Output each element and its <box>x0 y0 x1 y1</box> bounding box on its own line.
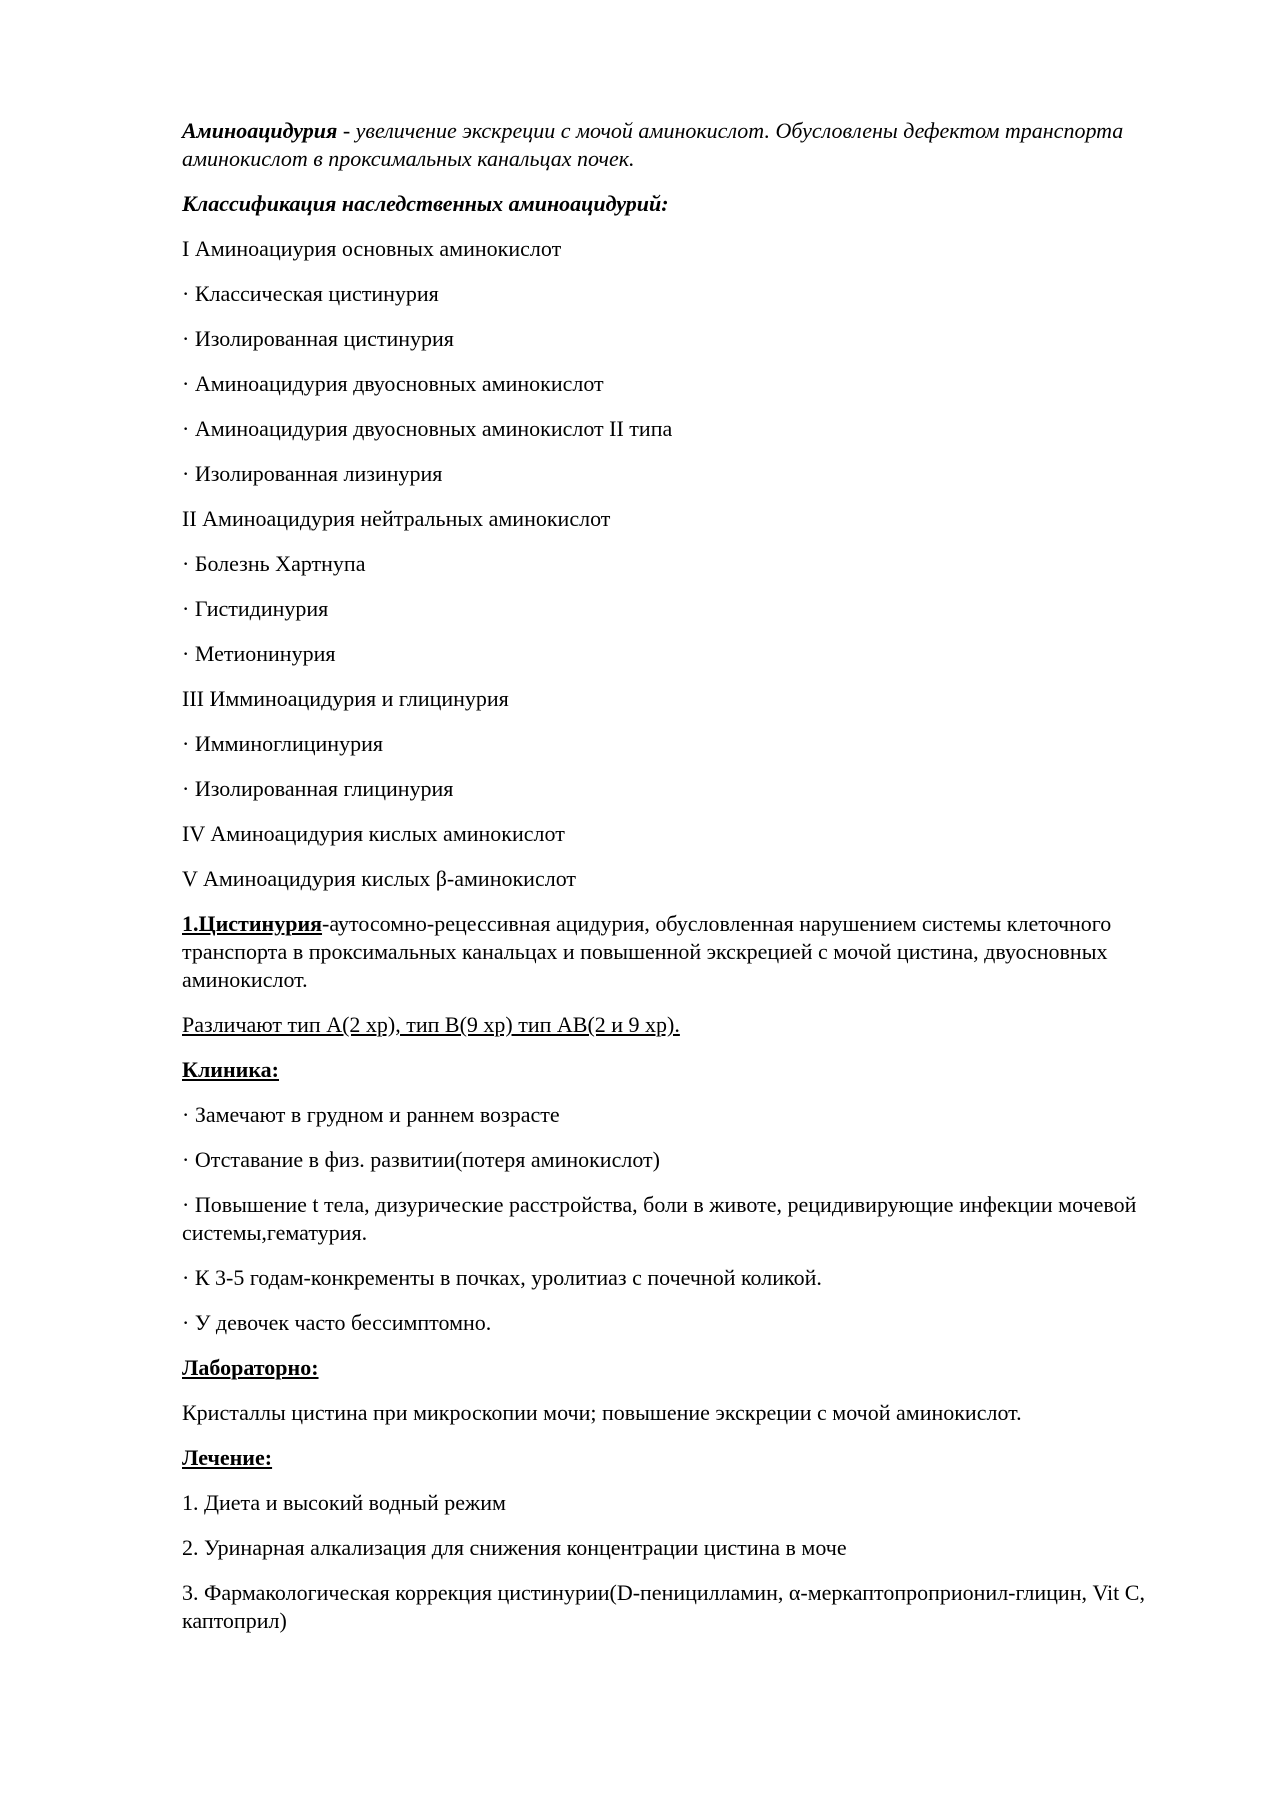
lab-heading: Лабораторно: <box>182 1355 319 1380</box>
group-item: · Метионинурия <box>182 640 1182 668</box>
clinic-heading: Клиника: <box>182 1057 279 1082</box>
group-title: II Аминоацидурия нейтральных аминокислот <box>182 506 611 531</box>
clinic-item: · У девочек часто бессимптомно. <box>182 1309 1182 1337</box>
treatment-heading: Лечение: <box>182 1445 273 1470</box>
group-item: · Классическая цистинурия <box>182 280 1182 308</box>
intro-definition: - увеличение экскреции с мочой аминокислот. Обусловлены дефектом транспорта аминокислот в проксимальных канальцах почек. <box>182 118 1124 171</box>
group-item: · Гистидинурия <box>182 595 1182 623</box>
clinic-item: · К 3-5 годам-конкременты в почках, уролитиаз с почечной коликой. <box>182 1264 1182 1292</box>
group-title: III Имминоацидурия и глицинурия <box>182 686 509 711</box>
group-title: I Аминоациурия основных аминокислот <box>182 236 562 261</box>
group-item: · Изолированная лизинурия <box>182 460 1182 488</box>
group-item: · Изолированная цистинурия <box>182 325 1182 353</box>
clinic-item: · Замечают в грудном и раннем возрасте <box>182 1101 1182 1129</box>
group-title: IV Аминоацидурия кислых аминокислот <box>182 821 565 846</box>
cystinuria-paragraph <box>182 910 1182 994</box>
treatment-item: 2. Уринарная алкализация для снижения концентрации цистина в моче <box>182 1535 847 1560</box>
intro-paragraph <box>182 117 1182 173</box>
treatment-item: 1. Диета и высокий водный режим <box>182 1490 506 1515</box>
clinic-item: · Отставание в физ. развитии(потеря аминокислот) <box>182 1146 1182 1174</box>
group-title: V Аминоацидурия кислых β-аминокислот <box>182 866 577 891</box>
group-item: · Имминоглицинурия <box>182 730 1182 758</box>
cystinuria-title: 1.Цистинурия <box>182 911 323 936</box>
group-item: · Изолированная глицинурия <box>182 775 1182 803</box>
treatment-item: 3. Фармакологическая коррекция цистинурии(D-пеницилламин, α-меркаптопроприонил-глицин, Vit C, каптоприл) <box>182 1580 1145 1633</box>
clinic-item: · Повышение t тела, дизурические расстройства, боли в животе, рецидивирующие инфекции мочевой системы,гематурия. <box>182 1191 1182 1247</box>
group-item: · Аминоацидурия двуосновных аминокислот <box>182 370 1182 398</box>
document-page <box>182 117 1182 1652</box>
lab-text: Кристаллы цистина при микроскопии мочи; повышение экскреции с мочой аминокислот. <box>182 1400 1022 1425</box>
group-item: · Аминоацидурия двуосновных аминокислот II типа <box>182 415 1182 443</box>
classification-heading: Классификация наследственных аминоацидурий: <box>182 191 669 216</box>
cystinuria-definition: -аутосомно-рецессивная ацидурия, обусловленная нарушением системы клеточного транспорта в проксимальных канальцах и повышенной экскрецией с мочой цистина, двуосновных аминокислот. <box>182 911 1112 992</box>
intro-term: Аминоацидурия <box>182 118 338 143</box>
group-item: · Болезнь Хартнупа <box>182 550 1182 578</box>
cystinuria-types: Различают тип A(2 хр), тип B(9 хр) тип AB(2 и 9 хр). <box>182 1012 680 1037</box>
